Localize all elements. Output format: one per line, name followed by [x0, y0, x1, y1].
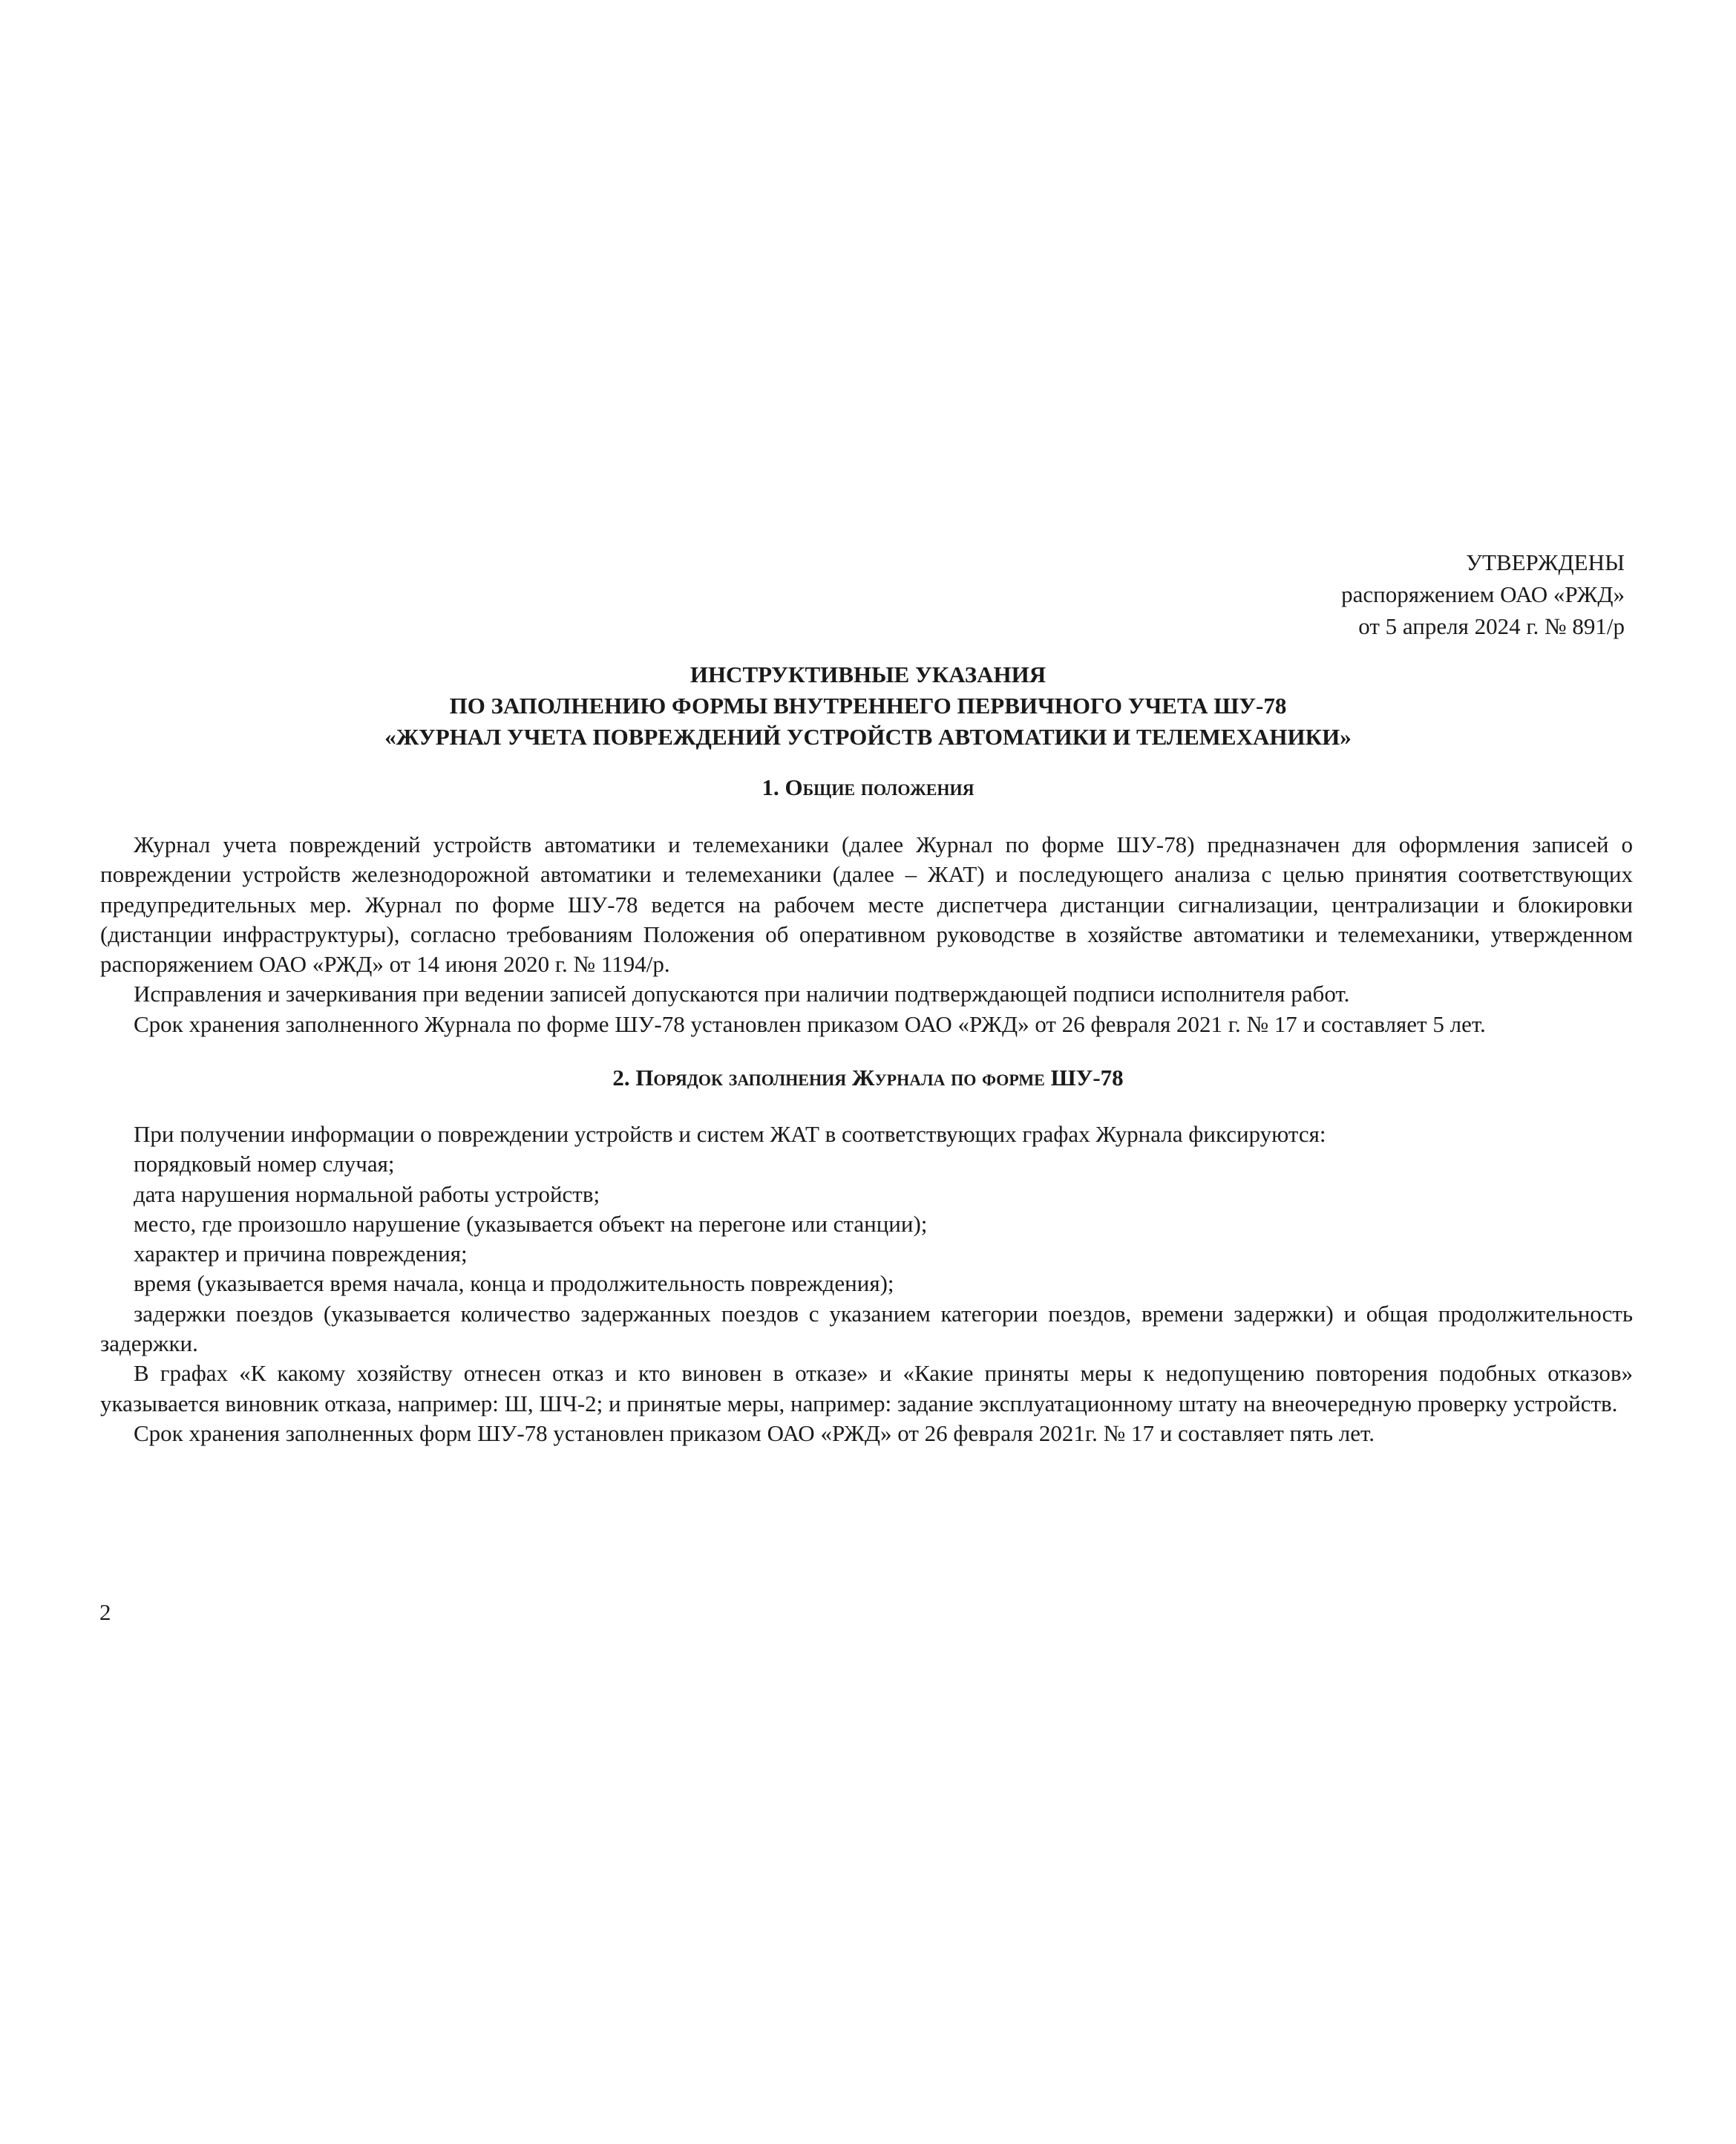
section-2-heading: 2. Порядок заполнения Журнала по форме ШУ-78 [612, 1065, 1124, 1091]
section-2-list-item: дата нарушения нормальной работы устройств; [134, 1180, 600, 1207]
section-2-list-item: задержки поездов (указывается количество задержанных поездов с указанием категории поездов, времени задержки) и общая продолжительность задержки. [100, 1300, 1633, 1357]
document-title [104, 659, 1632, 753]
section-1-paragraph: Срок хранения заполненного Журнала по форме ШУ-78 установлен приказом ОАО «РЖД» от 26 февраля 2021 г. № 17 и составляет 5 лет. [134, 1010, 1486, 1037]
section-2-body [100, 1120, 1633, 1448]
title-line-2: ПО ЗАПОЛНЕНИЮ ФОРМЫ ВНУТРЕННЕГО ПЕРВИЧНОГО УЧЕТА ШУ-78 [449, 693, 1287, 719]
section-1-heading: 1. Общие положения [761, 774, 975, 800]
section-2-list-item: время (указывается время начала, конца и продолжительность повреждения); [134, 1270, 894, 1297]
approval-block [957, 546, 1625, 642]
approval-status: УТВЕРЖДЕНЫ [1466, 549, 1625, 575]
section-2-list-item: место, где произошло нарушение (указывается объект на перегоне или станции); [134, 1210, 928, 1237]
approval-date: от 5 апреля 2024 г. № 891/р [1358, 613, 1625, 639]
section-1-paragraph: Журнал учета повреждений устройств автоматики и телемеханики (далее Журнал по форме ШУ-78) предназначен для оформления записей о повреждении устройств железнодорожной автоматики и телемеханики (далее – ЖАТ) и последующего анализа с целью принятия соответствующих предупредительных мер. Журнал по форме ШУ-78 ведется на рабочем месте диспетчера дистанции сигнализации, централизации и блокировки (дистанции инфраструктуры), согласно требованиям Положения об оперативном руководстве в хозяйстве автоматики и телемеханики, утвержденном распоряжением ОАО «РЖД» от 14 июня 2020 г. № 1194/р. [100, 831, 1633, 978]
section-2-list-item: характер и причина повреждения; [134, 1241, 468, 1267]
approval-authority: распоряжением ОАО «РЖД» [1341, 581, 1625, 607]
section-2-paragraph: В графах «К какому хозяйству отнесен отказ и кто виновен в отказе» и «Какие приняты меры к недопущению повторения подобных отказов» указывается виновник отказа, например: Ш, ШЧ-2; и принятые меры, например: задание эксплуатационному штату на внеочередную проверку устройств. [100, 1360, 1633, 1416]
section-2-list-item: порядковый номер случая; [134, 1151, 395, 1177]
section-1-paragraph: Исправления и зачеркивания при ведении записей допускаются при наличии подтверждающей подписи исполнителя работ. [134, 981, 1350, 1007]
title-line-3: «ЖУРНАЛ УЧЕТА ПОВРЕЖДЕНИЙ УСТРОЙСТВ АВТОМАТИКИ И ТЕЛЕМЕХАНИКИ» [384, 724, 1352, 750]
title-line-1: ИНСТРУКТИВНЫЕ УКАЗАНИЯ [690, 661, 1046, 687]
page-number: 2 [99, 1599, 111, 1625]
section-2-paragraph: При получении информации о повреждении устройств и систем ЖАТ в соответствующих графах Журнала фиксируются: [134, 1121, 1326, 1147]
section-1-body [100, 830, 1633, 1039]
section-2-paragraph: Срок хранения заполненных форм ШУ-78 установлен приказом ОАО «РЖД» от 26 февраля 2021г. № 17 и составляет пять лет. [134, 1419, 1375, 1446]
